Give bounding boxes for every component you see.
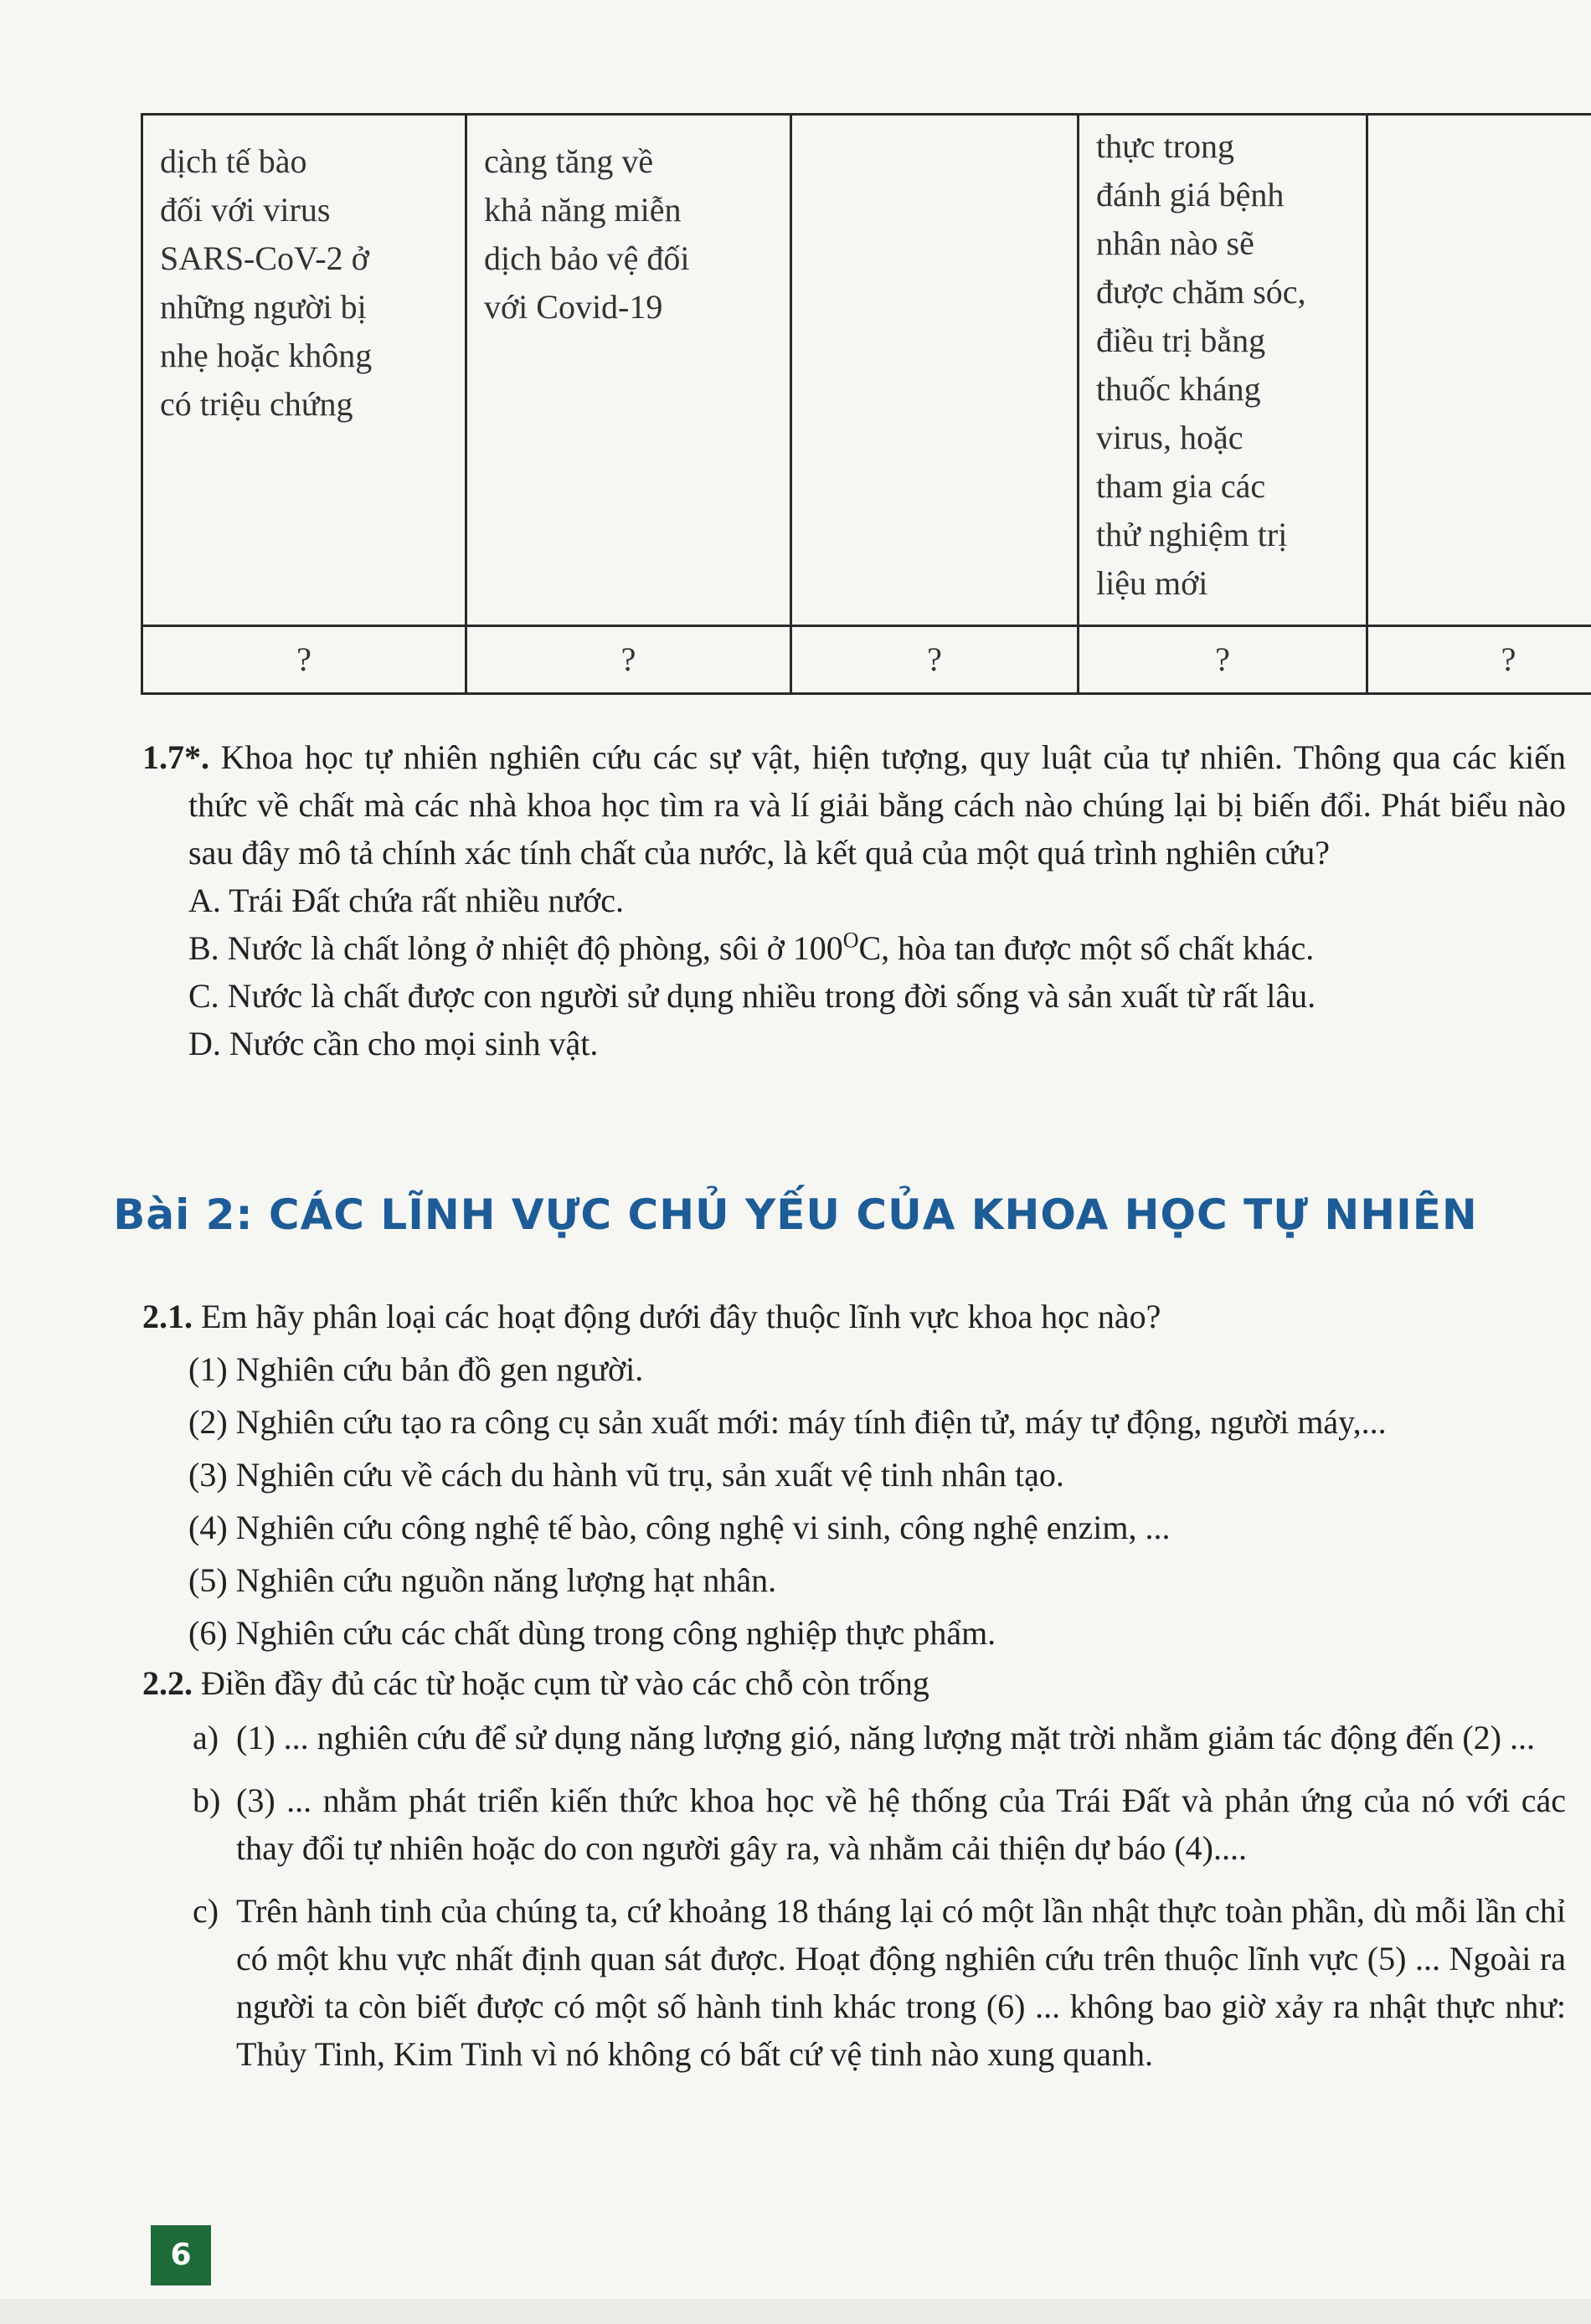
option-b: B. Nước là chất lỏng ở nhiệt độ phòng, sôi ở $100^OC$, hòa tan được một số chất khác. — [188, 928, 1315, 967]
table-cell — [1367, 115, 1591, 626]
table-cell: dịch tế bào đối với virus SARS-CoV-2 ở những người bị nhẹ hoặc không có triệu chứng — [142, 115, 466, 626]
sub-label: b) — [193, 1782, 221, 1819]
question-stem — [142, 733, 1566, 877]
table-cell: ? — [142, 626, 466, 694]
list-item: (6) Nghiên cứu các chất dùng trong công nghiệp thực phẩm. — [188, 1614, 996, 1652]
data-table — [141, 113, 1591, 695]
question-number: 1.7*. — [142, 738, 209, 776]
table-cell: thực trong đánh giá bệnh nhân nào sẽ được chăm sóc, điều trị bằng thuốc kháng virus, hoặc tham gia các thử nghiệm trị liệu mới — [1079, 115, 1367, 626]
sub-question-a — [142, 1714, 1566, 1761]
option-d: D. Nước cần cho mọi sinh vật. — [188, 1025, 599, 1062]
sub-label: a) — [193, 1719, 219, 1756]
table-cell — [791, 115, 1079, 626]
list-item: (4) Nghiên cứu công nghệ tế bào, công nghệ vi sinh, công nghệ enzim, ... — [188, 1509, 1171, 1546]
option-a: A. Trái Đất chứa rất nhiều nước. — [188, 882, 624, 919]
question-number: 2.2. — [142, 1664, 193, 1702]
table-cell: ? — [1367, 626, 1591, 694]
page-number: 6 — [151, 2225, 211, 2285]
question-text: Điền đầy đủ các từ hoặc cụm từ vào các chỗ còn trống — [201, 1664, 929, 1702]
question-stem — [142, 1659, 1566, 1707]
option-c: C. Nước là chất được con người sử dụng nhiều trong đời sống và sản xuất từ rất lâu. — [188, 977, 1316, 1015]
list-item: (2) Nghiên cứu tạo ra công cụ sản xuất mới: máy tính điện tử, máy tự động, người máy,... — [188, 1403, 1387, 1441]
sub-question-c — [142, 1887, 1566, 2078]
question-text: Khoa học tự nhiên nghiên cứu các sự vật, hiện tượng, quy luật của tự nhiên. Thông qua các kiến thức về chất mà các nhà khoa học tìm ra và lí giải bằng cách nào chúng lại bị biến đổi. Phát biểu nào sau đây mô tả chính xác tính chất của nước, là kết quả của một quá trình nghiên cứu? — [188, 738, 1566, 872]
question-number: 2.1. — [142, 1298, 193, 1335]
table-row — [142, 115, 1591, 626]
question-text: Em hãy phân loại các hoạt động dưới đây thuộc lĩnh vực khoa học nào? — [201, 1298, 1161, 1335]
list-item: (1) Nghiên cứu bản đồ gen người. — [188, 1350, 644, 1388]
list-item: (5) Nghiên cứu nguồn năng lượng hạt nhân. — [188, 1561, 777, 1599]
bottom-band — [0, 2299, 1591, 2324]
section-title: Bài 2: CÁC LĨNH VỰC CHỦ YẾU CỦA KHOA HỌC TỰ NHIÊN — [113, 1190, 1478, 1239]
question-2-2 — [142, 1659, 1566, 2078]
sub-text: (1) ... nghiên cứu để sử dụng năng lượng gió, năng lượng mặt trời nhằm giảm tác động đến (2) ... — [236, 1719, 1535, 1756]
sub-label: c) — [193, 1892, 219, 1930]
list-item: (3) Nghiên cứu về cách du hành vũ trụ, sản xuất vệ tinh nhân tạo. — [188, 1456, 1064, 1494]
table-row — [142, 626, 1591, 694]
table-cell: càng tăng về khả năng miễn dịch bảo vệ đối với Covid-19 — [466, 115, 791, 626]
sub-question-b — [142, 1776, 1566, 1872]
table-cell: ? — [791, 626, 1079, 694]
question-stem — [142, 1293, 1566, 1340]
sub-text: (3) ... nhằm phát triển kiến thức khoa học về hệ thống của Trái Đất và phản ứng của nó với các thay đổi tự nhiên hoặc do con người gây ra, và nhằm cải thiện dự báo (4).... — [236, 1782, 1566, 1867]
table-cell: ? — [466, 626, 791, 694]
question-1-7 — [142, 733, 1566, 1067]
table-cell: ? — [1079, 626, 1367, 694]
question-2-1 — [142, 1293, 1566, 1657]
sub-text: Trên hành tinh của chúng ta, cứ khoảng 18 tháng lại có một lần nhật thực toàn phần, dù mỗi lần chỉ có một khu vực nhất định quan sát được. Hoạt động nghiên cứu trên thuộc lĩnh vực (5) ... Ngoài ra người ta còn biết được có một số hành tinh khác trong (6) ... không bao giờ xảy ra nhật thực như: Thủy Tinh, Kim Tinh vì nó không có bất cứ vệ tinh nào xung quanh. — [236, 1892, 1566, 2073]
